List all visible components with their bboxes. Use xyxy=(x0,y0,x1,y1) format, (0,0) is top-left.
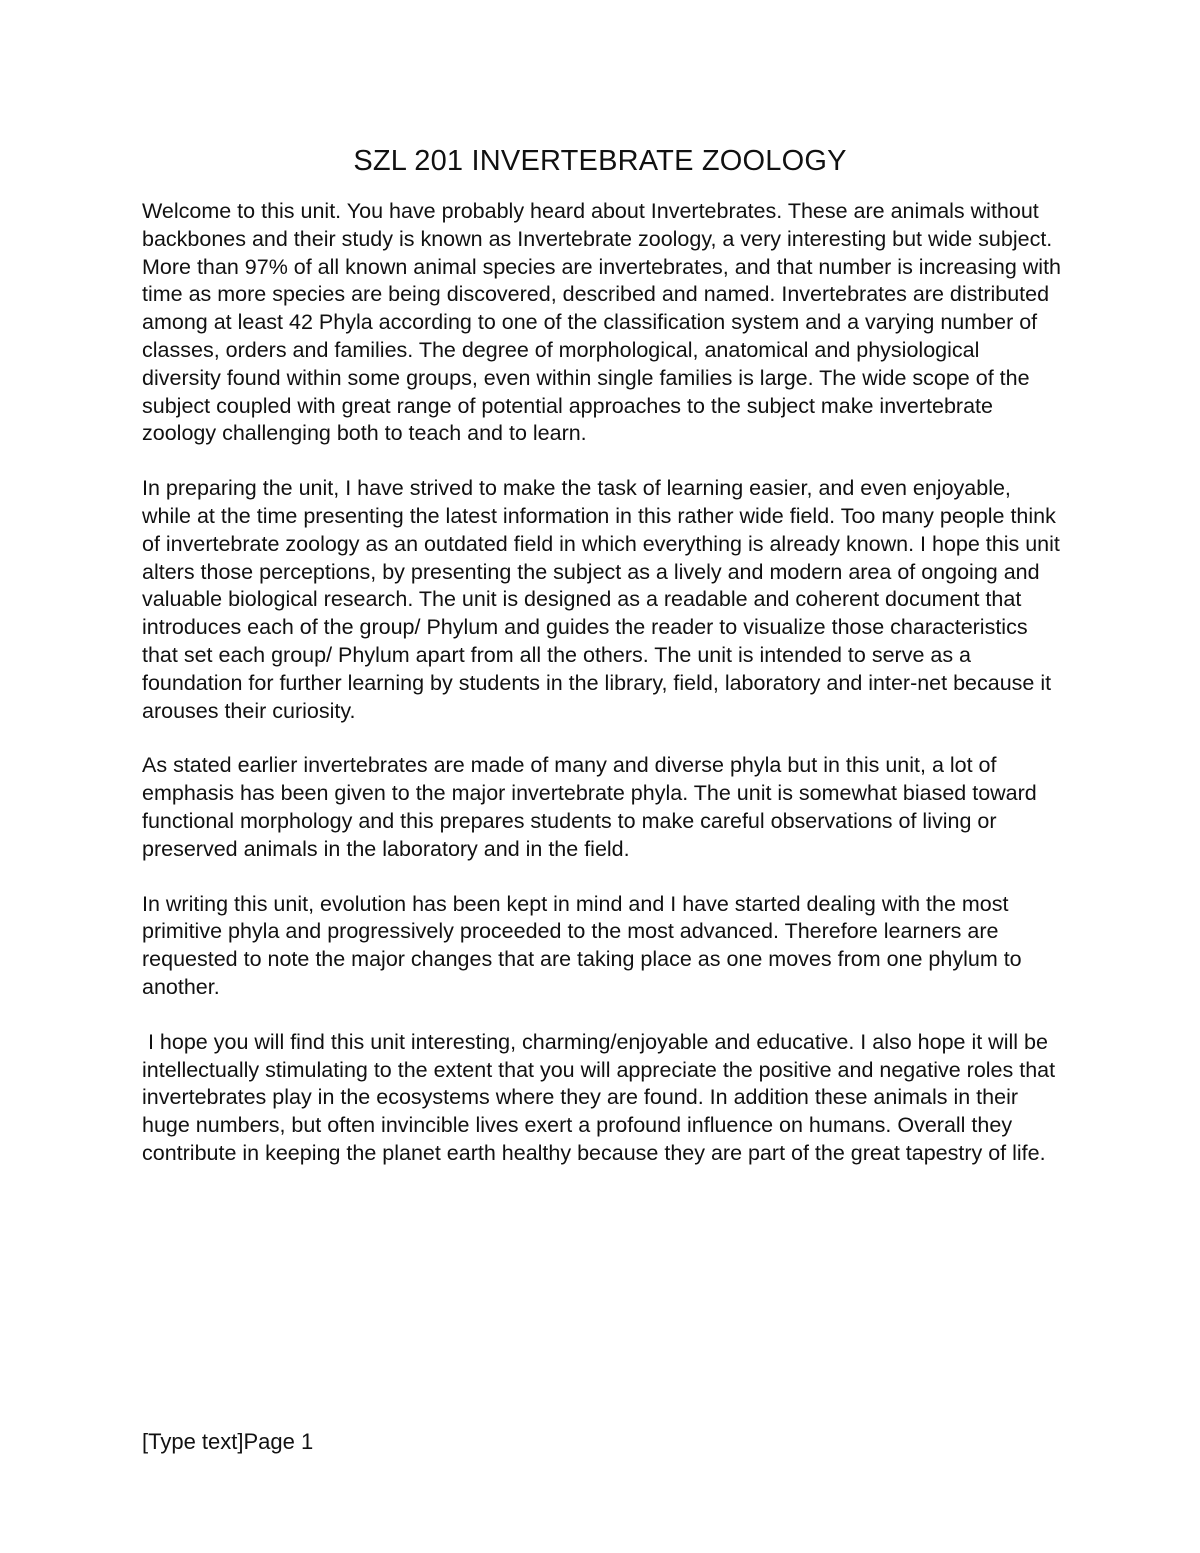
document-body xyxy=(142,198,1062,1195)
paragraph-emphasis: As stated earlier invertebrates are made of many and diverse phyla but in this unit, a lot of emphasis has been given to the major invertebrate phyla. The unit is somewhat biased toward functional morphology and this prepares students to make careful observations of living or preserved animals in the laboratory and in the field. xyxy=(142,753,1037,861)
paragraph-preparing: In preparing the unit, I have strived to make the task of learning easier, and even enjoyable, while at the time presenting the latest information in this rather wide field. Too many people think of invertebrate zoology as an outdated field in which everything is already known. I hope this unit alters those perceptions, by presenting the subject as a lively and modern area of ongoing and valuable biological research. The unit is designed as a readable and coherent document that introduces each of the group/ Phylum and guides the reader to visualize those characteristics that set each group/ Phylum apart from all the others. The unit is intended to serve as a foundation for further learning by students in the library, field, laboratory and inter-net because it arouses their curiosity. xyxy=(142,476,1060,723)
paragraph-welcome: Welcome to this unit. You have probably heard about Invertebrates. These are animals without backbones and their study is known as Invertebrate zoology, a very interesting but wide subject. More than 97% of all known animal species are invertebrates, and that number is increasing with time as more species are being discovered, described and named. Invertebrates are distributed among at least 42 Phyla according to one of the classification system and a varying number of classes, orders and families. The degree of morphological, anatomical and physiological diversity found within some groups, even within single families is large. The wide scope of the subject coupled with great range of potential approaches to the subject make invertebrate zoology challenging both to teach and to learn. xyxy=(142,199,1062,446)
paragraph-closing: I hope you will find this unit interesting, charming/enjoyable and educative. I also hope it will be intellectually stimulating to the extent that you will appreciate the positive and negative roles that invertebrates play in the ecosystems where they are found. In addition these animals in their huge numbers, but often invincible lives exert a profound influence on humans. Overall they contribute in keeping the planet earth healthy because they are part of the great tapestry of life. xyxy=(142,1029,1062,1165)
document-title: SZL 201 INVERTEBRATE ZOOLOGY xyxy=(353,145,847,177)
page-footer: [Type text]Page 1 xyxy=(142,1429,314,1454)
paragraph-evolution: In writing this unit, evolution has been kept in mind and I have started dealing with the most primitive phyla and progressively proceeded to the most advanced. Therefore learners are requested to note the major changes that are taking place as one moves from one phylum to another. xyxy=(142,891,1022,999)
